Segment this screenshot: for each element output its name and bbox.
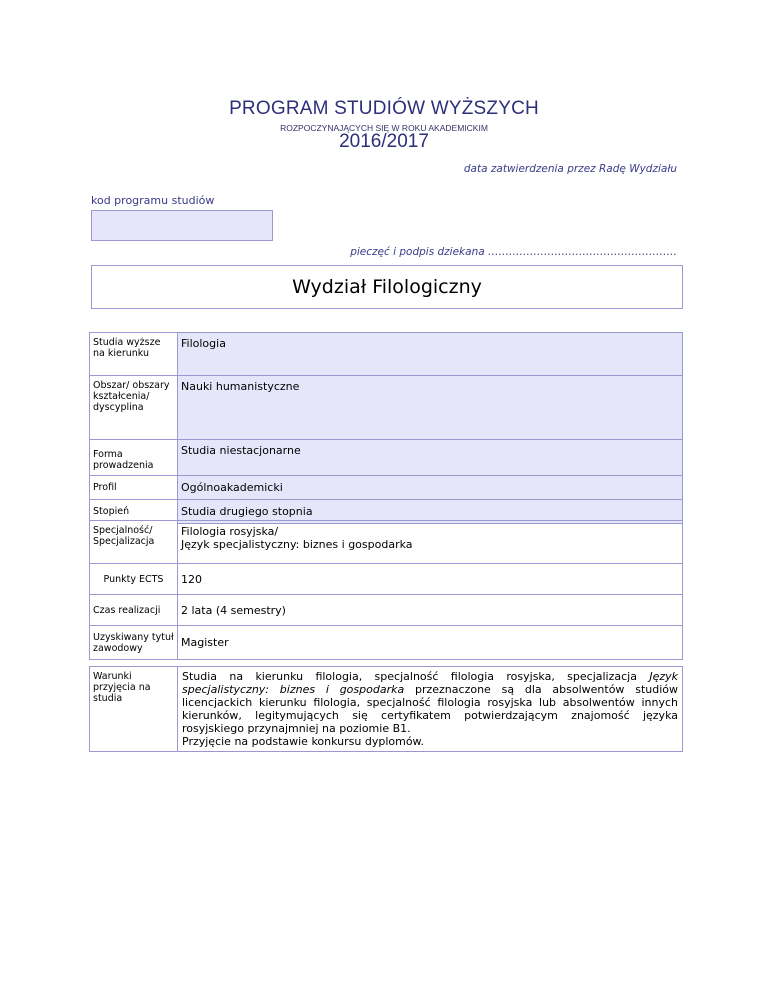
table-row [90,667,683,752]
row-value: Studia niestacjonarne [178,440,683,476]
admission-text-b: przeznaczone są dla absolwentów studiów licencjackich kierunku filologia, specjalność filologia rosyjska lub absolwentów innych kierunków, legitymujących się certyfikatem potwierdzającym znajomość języka rosyjskiego przynajmniej na poziomie B1. [182,683,678,735]
approval-date-note: data zatwierdzenia przez Radę Wydziału [463,163,677,175]
row-label: Specjalność/ Specjalizacja [90,521,178,564]
row-value: Magister [178,626,683,660]
program-code-field[interactable] [91,210,273,241]
admission-text-italic: Język specjalistyczny: biznes i gospodarka [182,670,678,696]
faculty-name: Wydział Filologiczny [91,265,683,309]
row-label: Obszar/ obszary kształcenia/ dyscyplina [90,376,178,440]
table-row [90,626,683,660]
row-value: Filologia [178,333,683,376]
admission-table [89,666,683,752]
row-value: Nauki humanistyczne [178,376,683,440]
row-label: Uzyskiwany tytuł zawodowy [90,626,178,660]
admission-text [178,667,683,752]
row-value: Ogólnoakademicki [178,476,683,500]
row-value [178,521,683,564]
table-row [90,595,683,626]
row-value: Studia drugiego stopnia [178,500,683,524]
row-label: Forma prowadzenia [90,440,178,476]
document-title: PROGRAM STUDIÓW WYŻSZYCH [229,98,539,119]
specialization-line-1: Filologia rosyjska/ [181,525,279,538]
dean-signature-note: pieczęć i podpis dziekana ……………………………………………… [350,246,677,258]
specialization-line-2: Język specjalistyczny: biznes i gospodarka [181,538,413,551]
document-subtitle: ROZPOCZYNAJĄCYCH SIĘ W ROKU AKADEMICKIM [280,123,488,133]
admission-text-a: Studia na kierunku filologia, specjalność filologia rosyjska, specjalizacja [182,670,650,683]
row-label: Warunki przyjęcia na studia [90,667,178,752]
admission-text-c: Przyjęcie na podstawie konkursu dyplomów. [182,735,425,748]
table-row [90,476,683,500]
row-value: 120 [178,564,683,595]
academic-year: 2016/2017 [339,131,429,152]
row-label: Stopień [90,500,178,524]
program-code-label: kod programu studiów [91,194,215,207]
program-info-table [89,332,683,524]
table-row [90,376,683,440]
table-row [90,564,683,595]
specialization-table [89,520,683,660]
row-label: Studia wyższe na kierunku [90,333,178,376]
table-row [90,440,683,476]
row-label: Punkty ECTS [90,564,178,595]
row-value: 2 lata (4 semestry) [178,595,683,626]
table-row [90,521,683,564]
row-label: Czas realizacji [90,595,178,626]
row-label: Profil [90,476,178,500]
table-row [90,333,683,376]
